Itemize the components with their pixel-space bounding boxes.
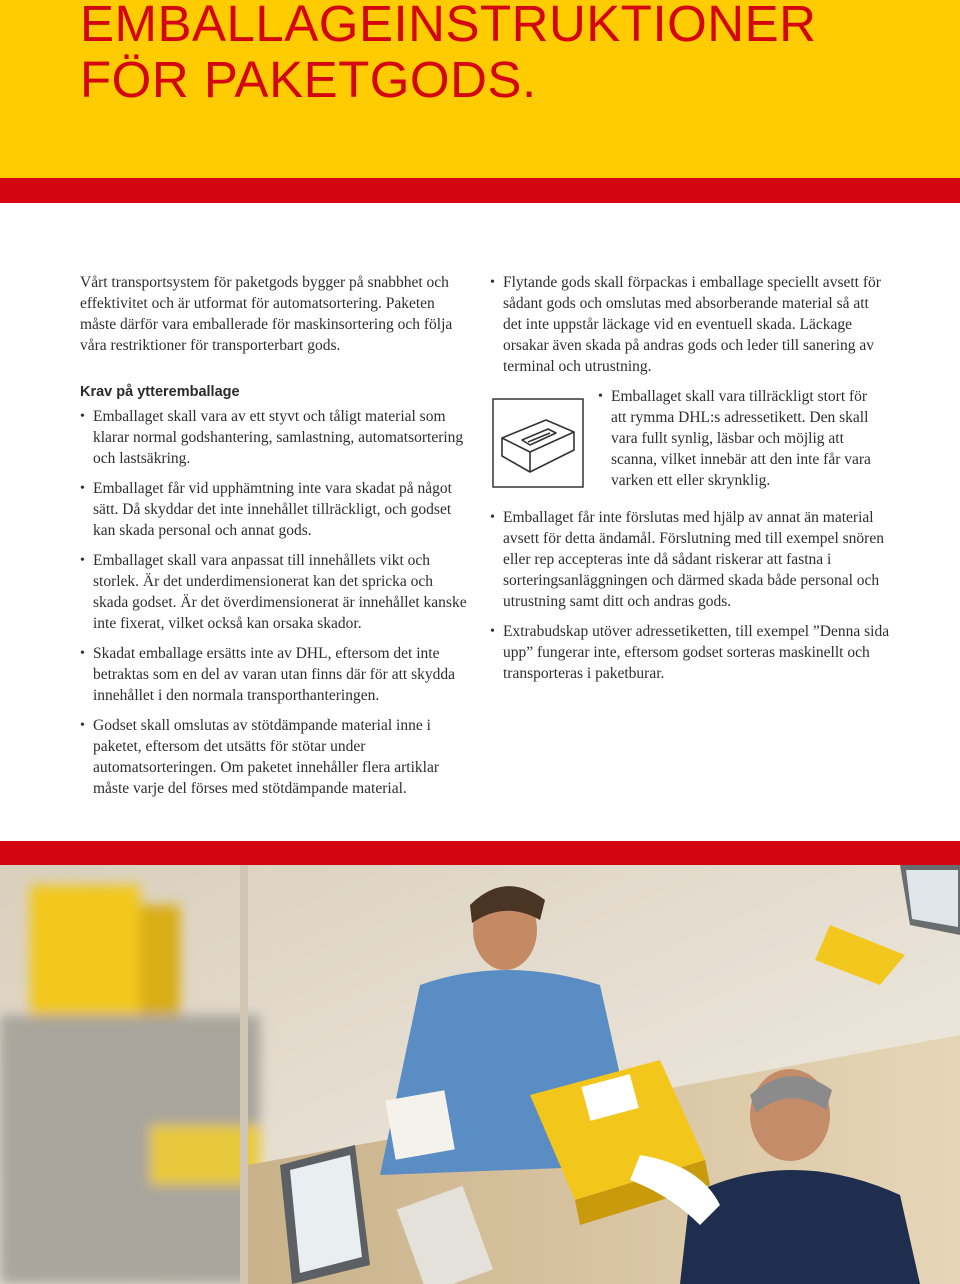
red-divider-top xyxy=(0,178,960,203)
list-item: • Godset skall omslutas av stötdämpande material inne i paketet, eftersom det utsätts för stötar under automatsorteringen. Om paketet innehåller flera artiklar måste varje del förses med stötdämpande material. xyxy=(80,715,470,799)
right-bullet-list-continued xyxy=(490,507,890,684)
label-requirement-block xyxy=(490,386,890,498)
list-item: • Flytande gods skall förpackas i emballage speciellt avsett för sådant gods och omslutas med absorberande material så att det inte uppstår läckage vid en eventuell skada. Läckage orsakar även skada på andras gods och leder till sanering av terminal och utrustning. xyxy=(490,272,890,377)
intro-paragraph: Vårt transportsystem för paketgods bygger på snabbhet och effektivitet och är utformat för automatsortering. Paketen måste därför vara emballerade för maskinsortering och följa våra restriktioner för transporterbart gods. xyxy=(80,274,453,354)
right-column xyxy=(490,272,890,693)
list-item: • Emballaget skall vara anpassat till innehållets vikt och storlek. Är det underdimensionerat kan det spricka och skada godset. Är det överdimensionerat är innehållet kanske inte fixerat, vilket också kan orsaka skador. xyxy=(80,550,470,634)
left-column xyxy=(80,272,470,808)
red-divider-bottom xyxy=(0,841,960,865)
parcel-label-icon xyxy=(492,398,584,488)
list-item: • Emballaget får vid upphämtning inte vara skadat på något sätt. Då skyddar det inte innehållet tillräckligt, och godset kan skada personal och annat gods. xyxy=(80,478,470,541)
list-item: • Extrabudskap utöver adressetiketten, till exempel ”Denna sida upp” fungerar inte, eftersom godset sorteras maskinellt och transporteras i paketburar. xyxy=(490,621,890,684)
list-item: • Emballaget skall vara tillräckligt stort för att rymma DHL:s adressetikett. Den skall vara fullt synlig, läsbar och möjlig att scanna, vilket innebär att den inte får vara varken ett eller skrynklig. xyxy=(598,386,880,491)
list-item: • Emballaget skall vara av ett styvt och tåligt material som klarar normal godshantering, samlastning, automatsortering och lastsäkring. xyxy=(80,406,470,469)
sub-bullet-list xyxy=(598,386,880,500)
title-line-2: FÖR PAKETGODS. xyxy=(80,51,537,108)
left-bullet-list xyxy=(80,406,470,799)
section-heading: Krav på ytteremballage xyxy=(80,384,240,400)
page-title xyxy=(80,0,816,108)
list-item: • Skadat emballage ersätts inte av DHL, eftersom det inte betraktas som en del av varan utan finns där för att skydda innehållet i den normala transporthanteringen. xyxy=(80,643,470,706)
service-counter-photo xyxy=(0,865,960,1284)
photo-illustration xyxy=(0,865,960,1284)
list-item: • Emballaget får inte förslutas med hjälp av annat än material avsett för detta ändamål. Förslutning med till exempel snören eller rep accepteras inte då sådant riskerar att fastna i sorteringsanläggningen och därmed skada både personal och utrustning samt ditt och andras gods. xyxy=(490,507,890,612)
title-line-1: EMBALLAGEINSTRUKTIONER xyxy=(80,0,817,52)
header-banner xyxy=(0,0,960,178)
right-bullet-list xyxy=(490,272,890,377)
